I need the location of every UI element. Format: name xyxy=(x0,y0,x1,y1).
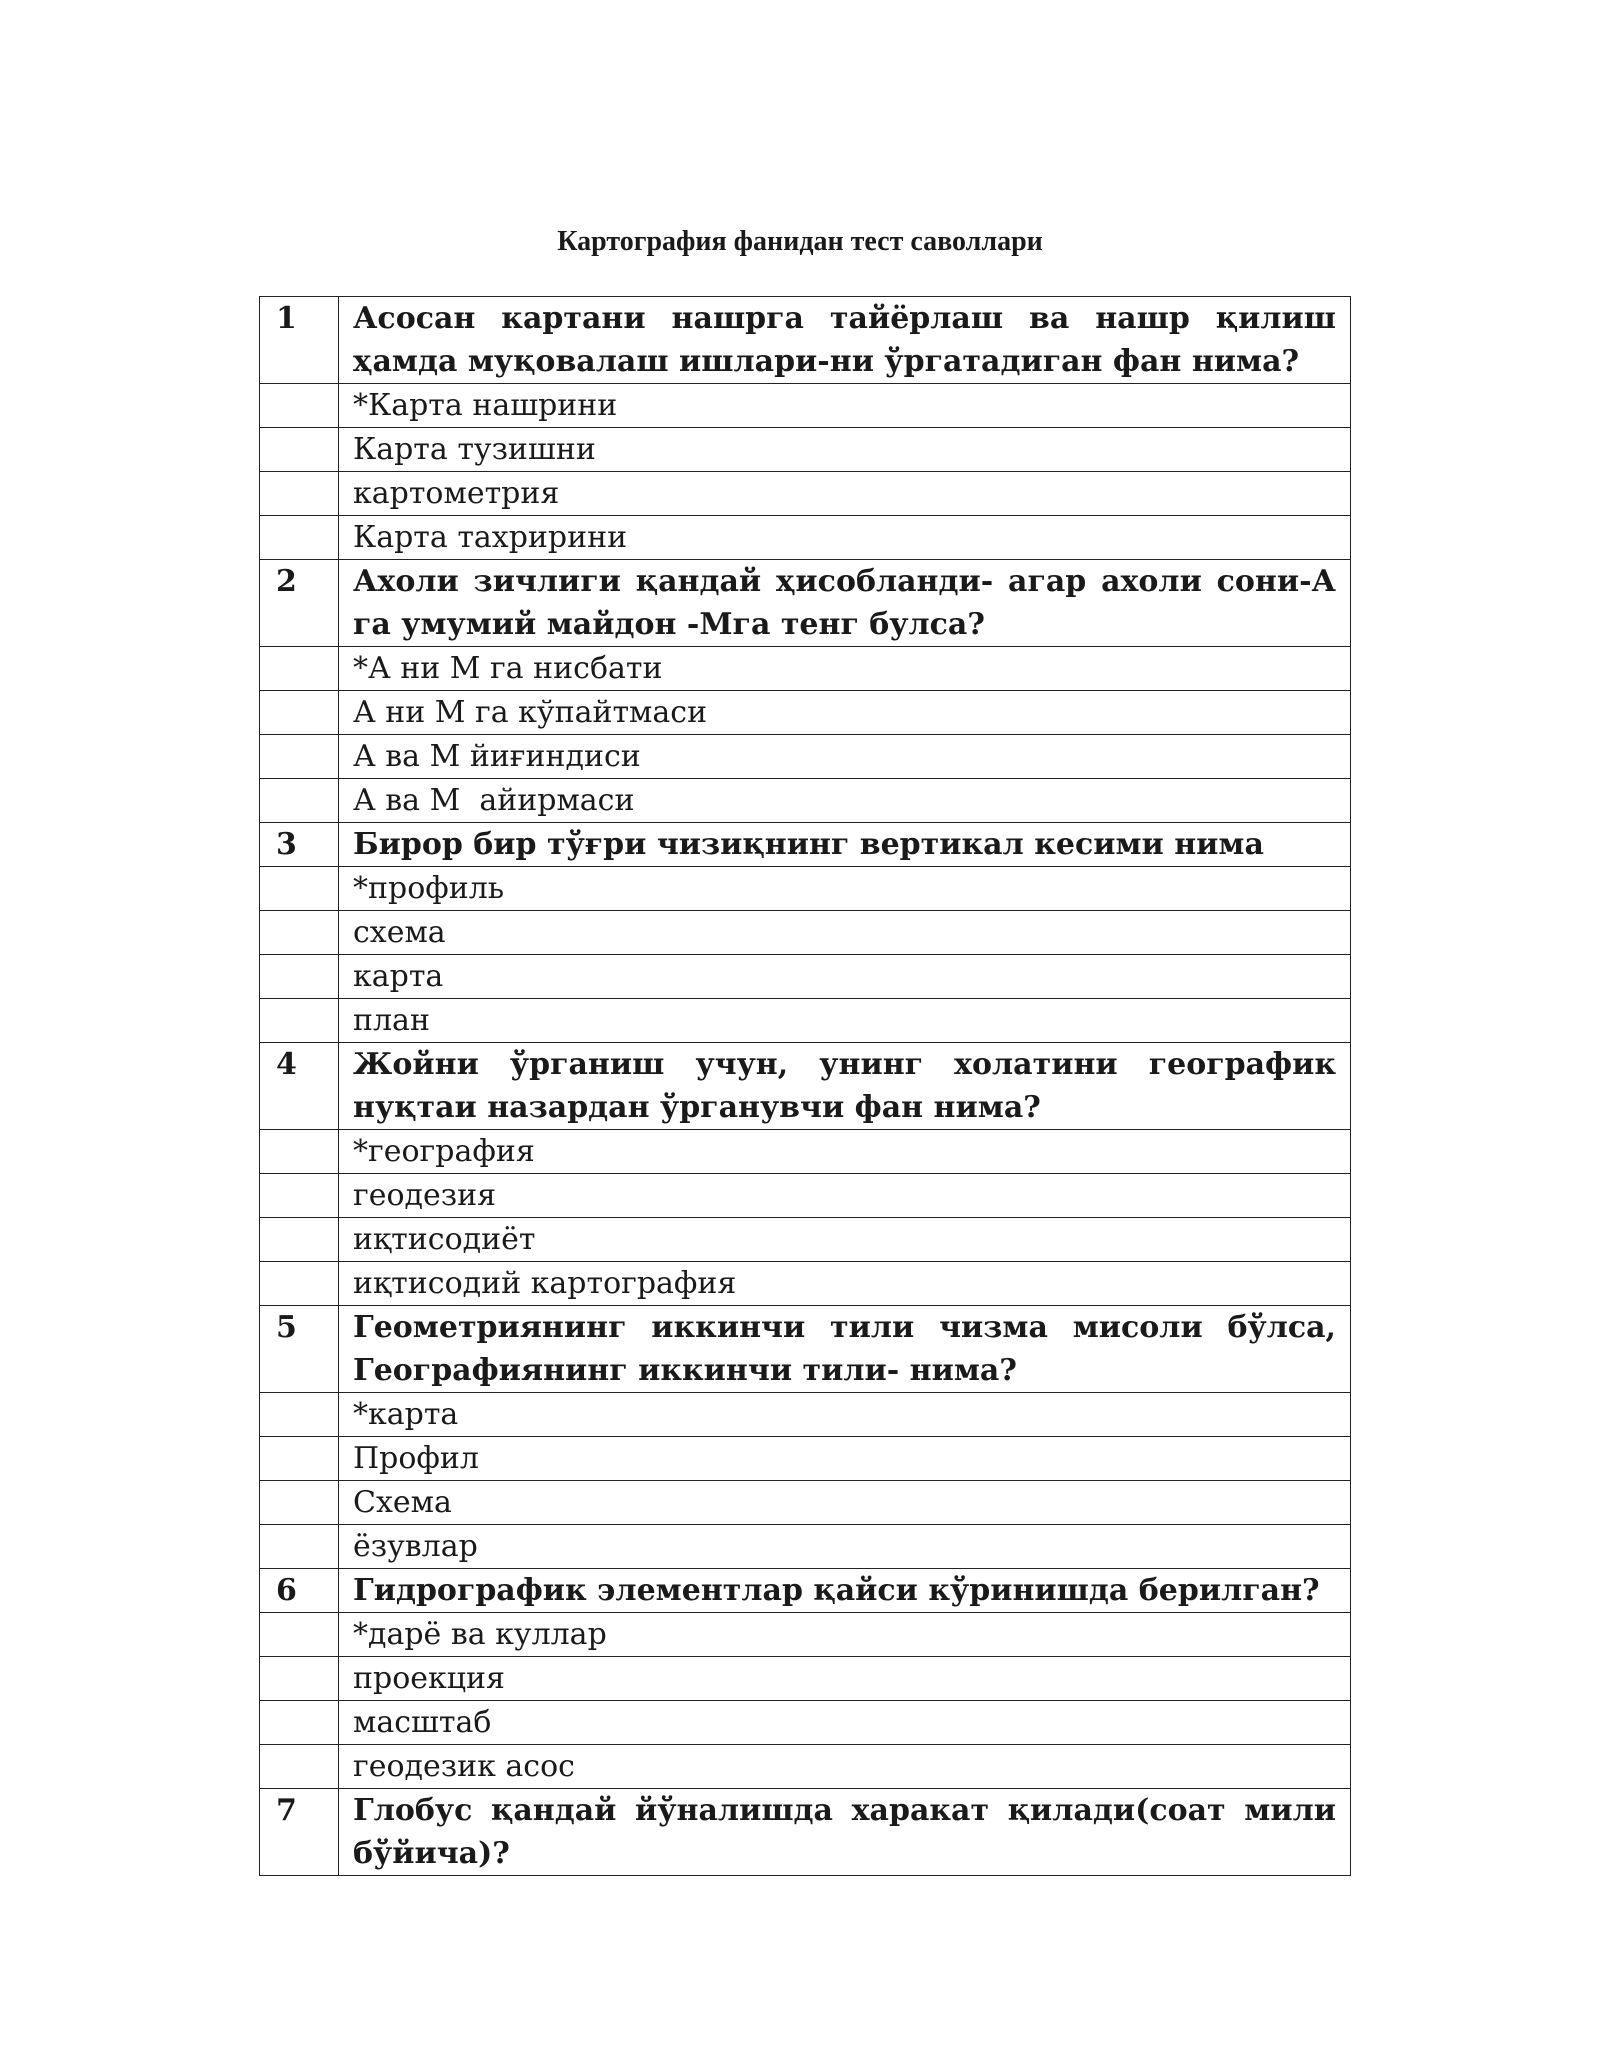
answer-row xyxy=(260,384,1351,428)
test-table-body xyxy=(260,297,1351,1876)
answer-option: геодезия xyxy=(339,1174,1351,1218)
question-row xyxy=(260,823,1351,867)
answer-row xyxy=(260,1174,1351,1218)
answer-row xyxy=(260,1437,1351,1481)
answer-option: картометрия xyxy=(339,472,1351,516)
question-number: 2 xyxy=(260,560,339,647)
answer-row xyxy=(260,516,1351,560)
answer-option: Схема xyxy=(339,1481,1351,1525)
answer-option: карта xyxy=(339,955,1351,999)
question-text: Бирор бир тўғри чизиқнинг вертикал кесими нима xyxy=(339,823,1351,867)
test-questions-table xyxy=(259,296,1351,1876)
answer-option: проекция xyxy=(339,1657,1351,1701)
question-row xyxy=(260,297,1351,384)
answer-number-cell xyxy=(260,1393,339,1437)
answer-number-cell xyxy=(260,1481,339,1525)
answer-option: иқтисодиёт xyxy=(339,1218,1351,1262)
answer-number-cell xyxy=(260,1657,339,1701)
answer-number-cell xyxy=(260,1437,339,1481)
answer-option: Карта тузишни xyxy=(339,428,1351,472)
answer-number-cell xyxy=(260,735,339,779)
question-row xyxy=(260,560,1351,647)
answer-number-cell xyxy=(260,1218,339,1262)
answer-row xyxy=(260,647,1351,691)
answer-number-cell xyxy=(260,999,339,1043)
question-number: 3 xyxy=(260,823,339,867)
question-text: Глобус қандай йўналишда харакат қилади(соат мили бўйича)? xyxy=(339,1789,1351,1876)
question-text: Ахоли зичлиги қандай ҳисобланди- агар ахоли сони-А га умумий майдон -Мга тенг булса? xyxy=(339,560,1351,647)
answer-number-cell xyxy=(260,516,339,560)
question-row xyxy=(260,1789,1351,1876)
answer-number-cell xyxy=(260,1525,339,1569)
answer-row xyxy=(260,779,1351,823)
answer-row xyxy=(260,1701,1351,1745)
answer-option: *Карта нашрини xyxy=(339,384,1351,428)
question-text: Жойни ўрганиш учун, унинг холатини географик нуқтаи назардан ўрганувчи фан нима? xyxy=(339,1043,1351,1130)
answer-option: иқтисодий картография xyxy=(339,1262,1351,1306)
question-number: 5 xyxy=(260,1306,339,1393)
answer-row xyxy=(260,1393,1351,1437)
answer-option: Профил xyxy=(339,1437,1351,1481)
answer-row xyxy=(260,735,1351,779)
answer-row xyxy=(260,1613,1351,1657)
answer-row xyxy=(260,999,1351,1043)
answer-option: масштаб xyxy=(339,1701,1351,1745)
answer-number-cell xyxy=(260,1262,339,1306)
answer-option: А ва М айирмаси xyxy=(339,779,1351,823)
answer-row xyxy=(260,691,1351,735)
question-text: Асосан картани нашрга тайёрлаш ва нашр қилиш ҳамда муқовалаш ишлари-ни ўргатадиган фан нима? xyxy=(339,297,1351,384)
answer-number-cell xyxy=(260,779,339,823)
answer-number-cell xyxy=(260,691,339,735)
question-number: 1 xyxy=(260,297,339,384)
answer-option: А ва М йиғиндиси xyxy=(339,735,1351,779)
question-text: Геометриянинг иккинчи тили чизма мисоли бўлса, Географиянинг иккинчи тили- нима? xyxy=(339,1306,1351,1393)
answer-option: геодезик асос xyxy=(339,1745,1351,1789)
answer-number-cell xyxy=(260,1745,339,1789)
page-title: Картография фанидан тест саволлари xyxy=(557,226,1043,257)
answer-row xyxy=(260,911,1351,955)
question-text: Гидрографик элементлар қайси кўринишда берилган? xyxy=(339,1569,1351,1613)
question-row xyxy=(260,1306,1351,1393)
answer-option: *география xyxy=(339,1130,1351,1174)
answer-row xyxy=(260,1745,1351,1789)
answer-option: А ни М га кўпайтмаси xyxy=(339,691,1351,735)
answer-option: Карта тахририни xyxy=(339,516,1351,560)
answer-row xyxy=(260,428,1351,472)
question-row xyxy=(260,1043,1351,1130)
answer-number-cell xyxy=(260,1130,339,1174)
answer-option: *А ни М га нисбати xyxy=(339,647,1351,691)
answer-row xyxy=(260,1481,1351,1525)
answer-number-cell xyxy=(260,384,339,428)
answer-option: схема xyxy=(339,911,1351,955)
question-row xyxy=(260,1569,1351,1613)
answer-option: *карта xyxy=(339,1393,1351,1437)
answer-number-cell xyxy=(260,955,339,999)
answer-row xyxy=(260,867,1351,911)
answer-number-cell xyxy=(260,472,339,516)
question-number: 4 xyxy=(260,1043,339,1130)
question-number: 6 xyxy=(260,1569,339,1613)
answer-number-cell xyxy=(260,647,339,691)
answer-row xyxy=(260,1130,1351,1174)
answer-number-cell xyxy=(260,911,339,955)
answer-option: ёзувлар xyxy=(339,1525,1351,1569)
answer-number-cell xyxy=(260,1174,339,1218)
answer-number-cell xyxy=(260,1613,339,1657)
answer-option: план xyxy=(339,999,1351,1043)
answer-number-cell xyxy=(260,1701,339,1745)
answer-row xyxy=(260,955,1351,999)
question-number: 7 xyxy=(260,1789,339,1876)
answer-row xyxy=(260,1525,1351,1569)
answer-option: *профиль xyxy=(339,867,1351,911)
answer-option: *дарё ва куллар xyxy=(339,1613,1351,1657)
answer-row xyxy=(260,1262,1351,1306)
answer-row xyxy=(260,472,1351,516)
answer-number-cell xyxy=(260,428,339,472)
answer-row xyxy=(260,1218,1351,1262)
answer-number-cell xyxy=(260,867,339,911)
answer-row xyxy=(260,1657,1351,1701)
